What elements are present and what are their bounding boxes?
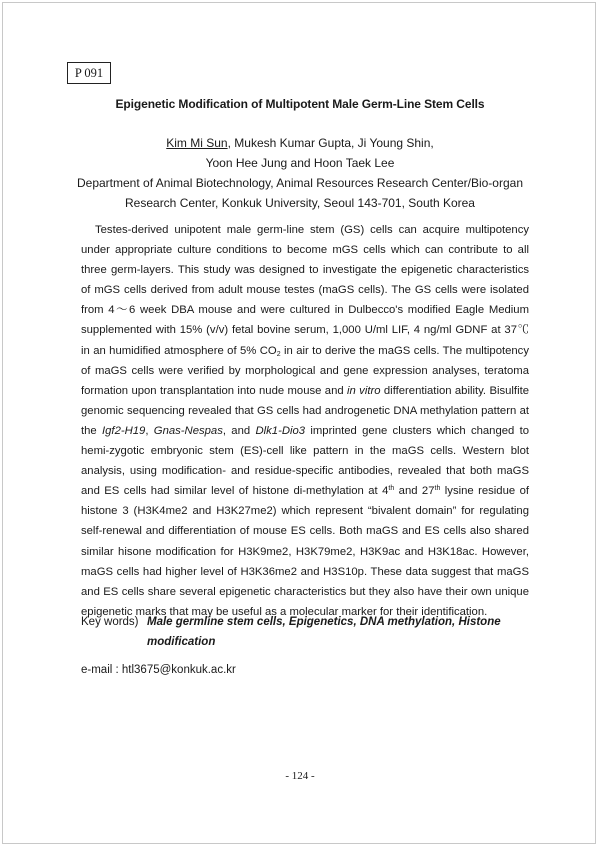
author-block bbox=[0, 133, 600, 213]
gene-name: Igf2-H19 bbox=[102, 424, 146, 437]
abstract-text: imprinted gene clusters which changed to hemi-zygotic embryonic stem (ES)-cell like pattern in the maGS cells. Western blot analysis, using modification- and residue-specific antibodies, revealed that both maGS and ES cells had similar level of histone di-methylation at 4 bbox=[81, 424, 530, 498]
abstract-text: , and bbox=[222, 424, 256, 437]
abstract-paragraph bbox=[81, 220, 529, 622]
ordinal-superscript: th bbox=[434, 485, 441, 493]
abstract-text: in air to derive the maGS cells. The multipotency of maGS cells were verified by morphological and gene expression analyses, teratoma formation upon transplantation into nude mouse and bbox=[81, 344, 529, 397]
abstract-title: Epigenetic Modification of Multipotent Male Germ-Line Stem Cells bbox=[115, 97, 485, 111]
abstract-text: differentiation ability. Bisulfite genomic sequencing revealed that GS cells had androgenetic DNA methylation pattern at the bbox=[81, 384, 529, 437]
gene-name: Gnas-Nespas bbox=[153, 424, 223, 437]
abstract-text: , bbox=[145, 424, 154, 437]
authors-line-2: Yoon Hee Jung and Hoon Taek Lee bbox=[205, 156, 395, 170]
affiliation-line-2: Research Center, Konkuk University, Seoul 143-701, South Korea bbox=[125, 196, 475, 210]
gene-name: Dlk1-Dio3 bbox=[255, 424, 306, 437]
poster-id-box: P 091 bbox=[67, 62, 111, 84]
abstract-text: Testes-derived unipotent male germ-line stem (GS) cells can acquire multipotency under appropriate culture conditions to become mGS cells which can contribute to all three germ-layers. This study was designed to investigate the epigenetic characteristics of mGS cells derived from adult mouse testes (maGS cells). The GS cells were isolated from 4～6 week DBA mouse and were cultured in Dulbecco's modified Eagle Medium supplemented with 15% (v/v) fetal bovine serum, 1,000 U/ml LIF, 4 ng/ml GDNF at 37℃ in an humidified atmosphere of 5% CO bbox=[81, 224, 529, 357]
presenting-author: Kim Mi Sun bbox=[166, 136, 228, 150]
contact-email: e-mail : htl3675@konkuk.ac.kr bbox=[81, 664, 236, 676]
co2-subscript: 2 bbox=[276, 350, 281, 358]
abstract-text: and 27 bbox=[394, 485, 435, 498]
page-number: - 124 - bbox=[285, 770, 315, 782]
ordinal-superscript: th bbox=[388, 485, 395, 493]
affiliation-line-1: Department of Animal Biotechnology, Animal Resources Research Center/Bio-organ bbox=[76, 176, 523, 190]
authors-line-1 bbox=[0, 133, 600, 153]
abstract-text: lysine residue of histone 3 (H3K4me2 and H3K27me2) which represent “bivalent domain” for regulating self-renewal and differentiation of mouse ES cells. Both maGS and ES cells also shared similar hisone modification for H3K9me2, H3K79me2, H3K9ac and H3K18ac. However, maGS cells had higher level of H3K36me2 and H3S10p. These data suggest that maGS and ES cells share several epigenetic characteristics but they also have their own unique epigenetic marks that may be useful as a molecular marker for their identification. bbox=[81, 485, 529, 618]
keywords-label: Key words) bbox=[81, 616, 139, 628]
in-vitro-italic: in vitro bbox=[347, 384, 381, 397]
keywords-values: Male germline stem cells, Epigenetics, DNA methylation, Histone modification bbox=[147, 616, 501, 648]
co-authors: , Mukesh Kumar Gupta, Ji Young Shin, bbox=[227, 136, 434, 150]
abstract-body bbox=[81, 220, 529, 622]
